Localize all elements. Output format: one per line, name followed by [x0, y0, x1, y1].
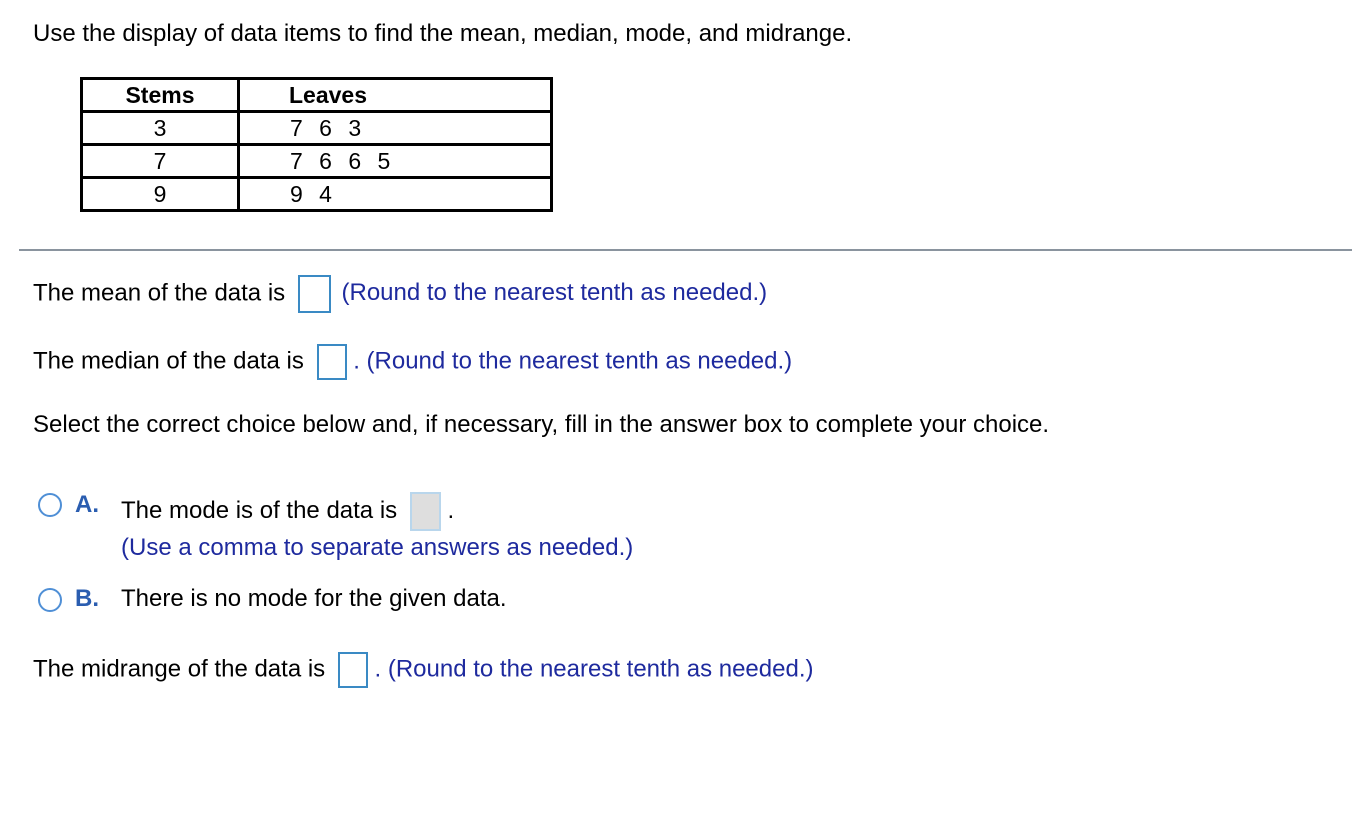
choice-b-text: There is no mode for the given data.	[121, 585, 507, 612]
median-hint: . (Round to the nearest tenth as needed.)	[353, 347, 793, 375]
midrange-answer-box[interactable]	[338, 652, 368, 688]
median-answer-box[interactable]	[317, 344, 347, 380]
choice-b-letter: B.	[75, 585, 99, 612]
stem-cell: 3	[82, 112, 239, 145]
table-header-row	[82, 79, 552, 112]
choice-a-radio[interactable]	[38, 493, 62, 517]
midrange-question	[33, 652, 813, 688]
leaves-header: Leaves	[239, 79, 552, 112]
table-row	[82, 178, 552, 211]
stem-and-leaf-table	[80, 77, 553, 212]
table-row	[82, 145, 552, 178]
choice-a-letter: A.	[75, 491, 99, 518]
midrange-label: The midrange of the data is	[33, 655, 326, 683]
choice-a-line	[121, 492, 454, 531]
leaves-cell: 9 4	[239, 178, 552, 211]
leaves-cell: 7 6 3	[239, 112, 552, 145]
median-label: The median of the data is	[33, 347, 304, 375]
table-row	[82, 112, 552, 145]
mode-answer-box[interactable]	[410, 492, 441, 531]
leaves-cell: 7 6 6 5	[239, 145, 552, 178]
choice-a-hint: (Use a comma to separate answers as needed.)	[121, 534, 634, 561]
choice-a-text: The mode is of the data is	[121, 496, 398, 524]
choice-a-period: .	[447, 496, 455, 524]
median-question	[33, 344, 792, 380]
mean-hint: (Round to the nearest tenth as needed.)	[341, 279, 768, 307]
stem-cell: 7	[82, 145, 239, 178]
section-divider	[19, 249, 1352, 251]
stem-cell: 9	[82, 178, 239, 211]
mean-question	[33, 275, 767, 313]
mean-answer-box[interactable]	[298, 275, 331, 313]
mode-instruction: Select the correct choice below and, if necessary, fill in the answer box to complete your choice.	[33, 411, 1050, 438]
question-instruction: Use the display of data items to find the mean, median, mode, and midrange.	[33, 20, 853, 47]
choice-b-radio[interactable]	[38, 588, 62, 612]
mean-label: The mean of the data is	[33, 279, 286, 307]
stems-header: Stems	[82, 79, 239, 112]
midrange-hint: . (Round to the nearest tenth as needed.)	[374, 655, 814, 683]
